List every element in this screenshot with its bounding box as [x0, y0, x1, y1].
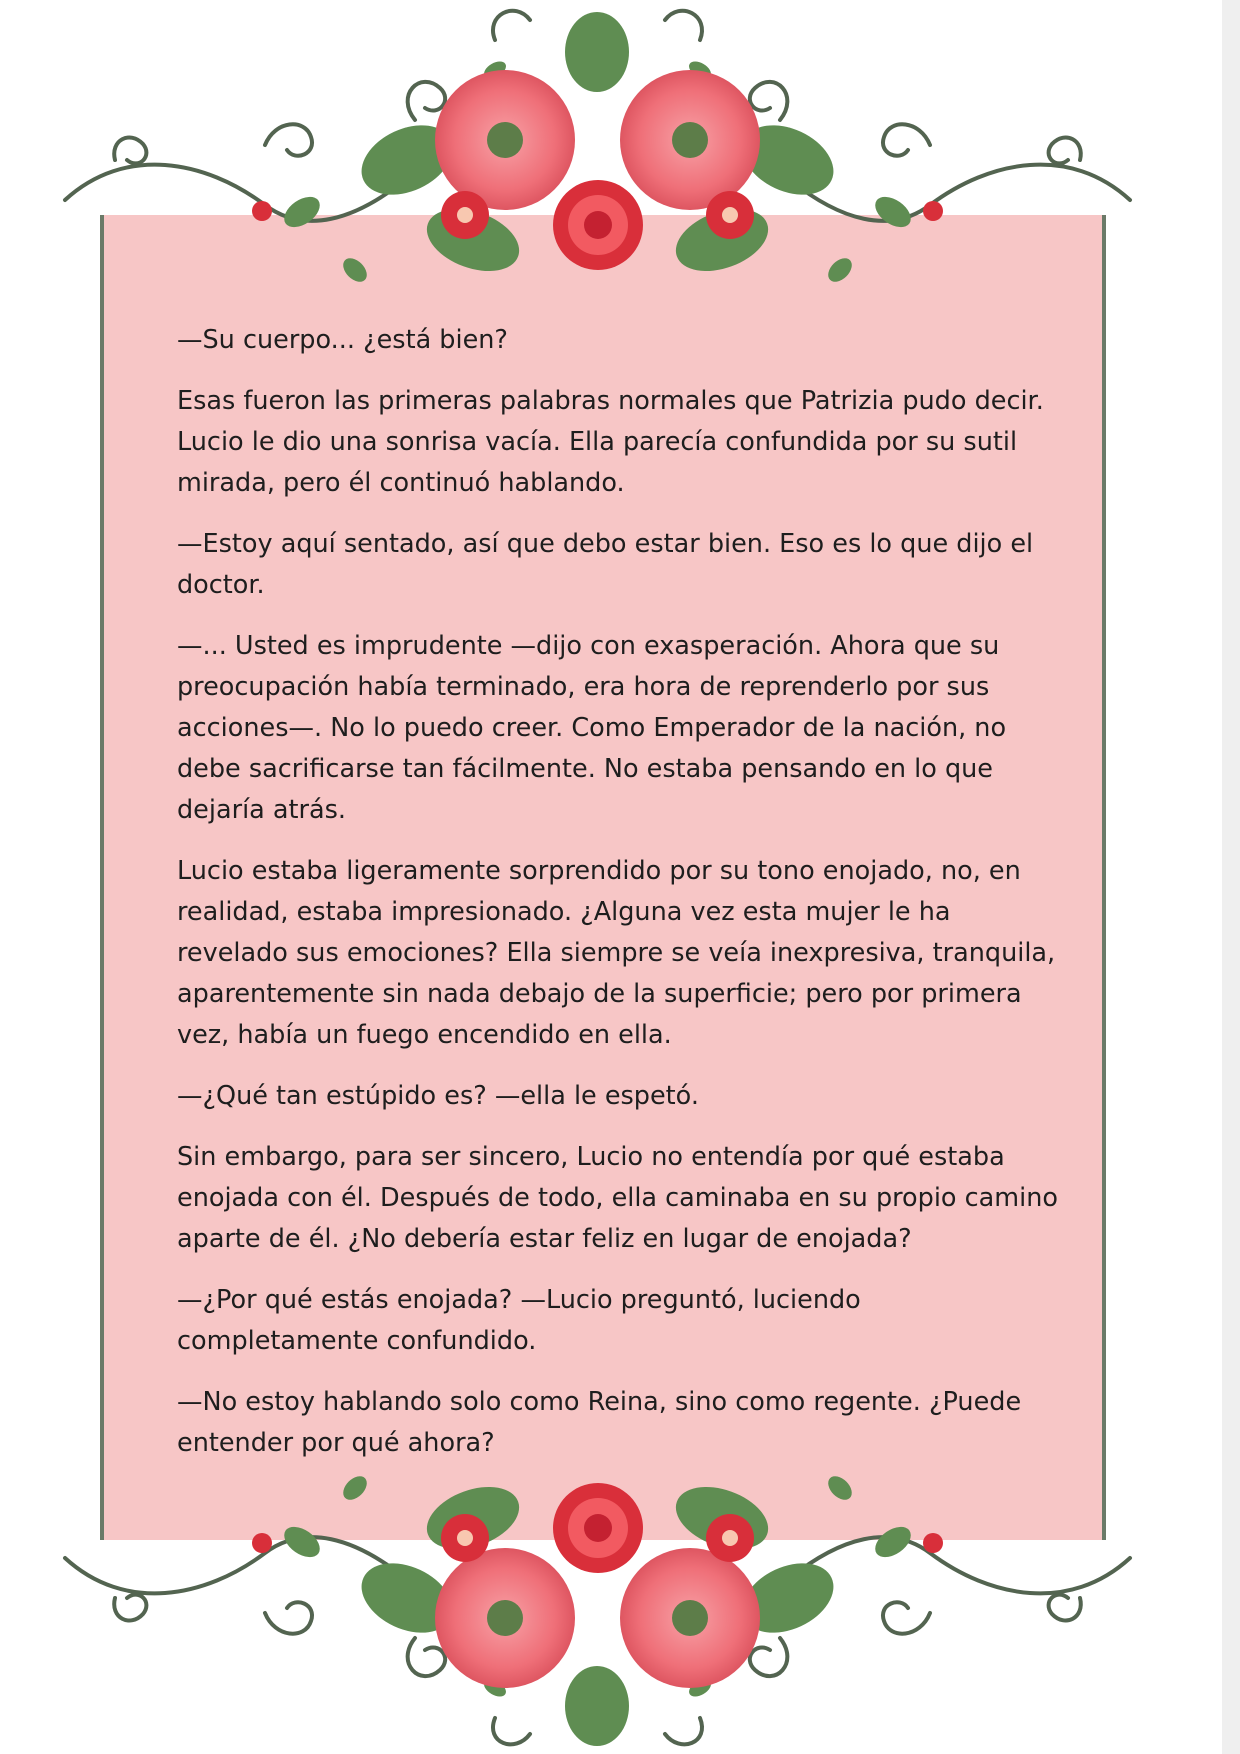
- paragraph: —... Usted es imprudente —dijo con exasperación. Ahora que su preocupación había terminado, era hora de reprenderlo por sus acciones—. No lo puedo creer. Como Emperador de la nación, no debe sacrificarse tan fácilmente. No estaba pensando en lo que dejaría atrás.: [177, 631, 1007, 825]
- story-text: [177, 320, 1062, 1484]
- paragraph: Esas fueron las primeras palabras normales que Patrizia pudo decir. Lucio le dio una sonrisa vacía. Ella parecía confundida por su sutil mirada, pero él continuó hablando.: [177, 386, 1044, 498]
- paragraph: —¿Qué tan estúpido es? —ella le espetó.: [177, 1081, 699, 1111]
- paragraph: Sin embargo, para ser sincero, Lucio no entendía por qué estaba enojada con él. Después de todo, ella caminaba en su propio camino aparte de él. ¿No debería estar feliz en lugar de enojada?: [177, 1142, 1058, 1254]
- paragraph: —Su cuerpo... ¿está bien?: [177, 325, 508, 355]
- floral-ornament-icon: [55, 0, 1140, 335]
- floral-ornament-icon: [55, 1418, 1140, 1754]
- paragraph: Lucio estaba ligeramente sorprendido por su tono enojado, no, en realidad, estaba impresionado. ¿Alguna vez esta mujer le ha revelado sus emociones? Ella siempre se veía inexpresiva, tranquila, aparentemente sin nada debajo de la superficie; pero por primera vez, había un fuego encendido en ella.: [177, 856, 1056, 1050]
- page-edge-shade: [1222, 0, 1240, 1754]
- paragraph: —No estoy hablando solo como Reina, sino como regente. ¿Puede entender por qué ahora?: [177, 1387, 1022, 1458]
- paragraph: —Estoy aquí sentado, así que debo estar bien. Eso es lo que dijo el doctor.: [177, 529, 1034, 600]
- paragraph: —¿Por qué estás enojada? —Lucio preguntó, luciendo completamente confundido.: [177, 1285, 861, 1356]
